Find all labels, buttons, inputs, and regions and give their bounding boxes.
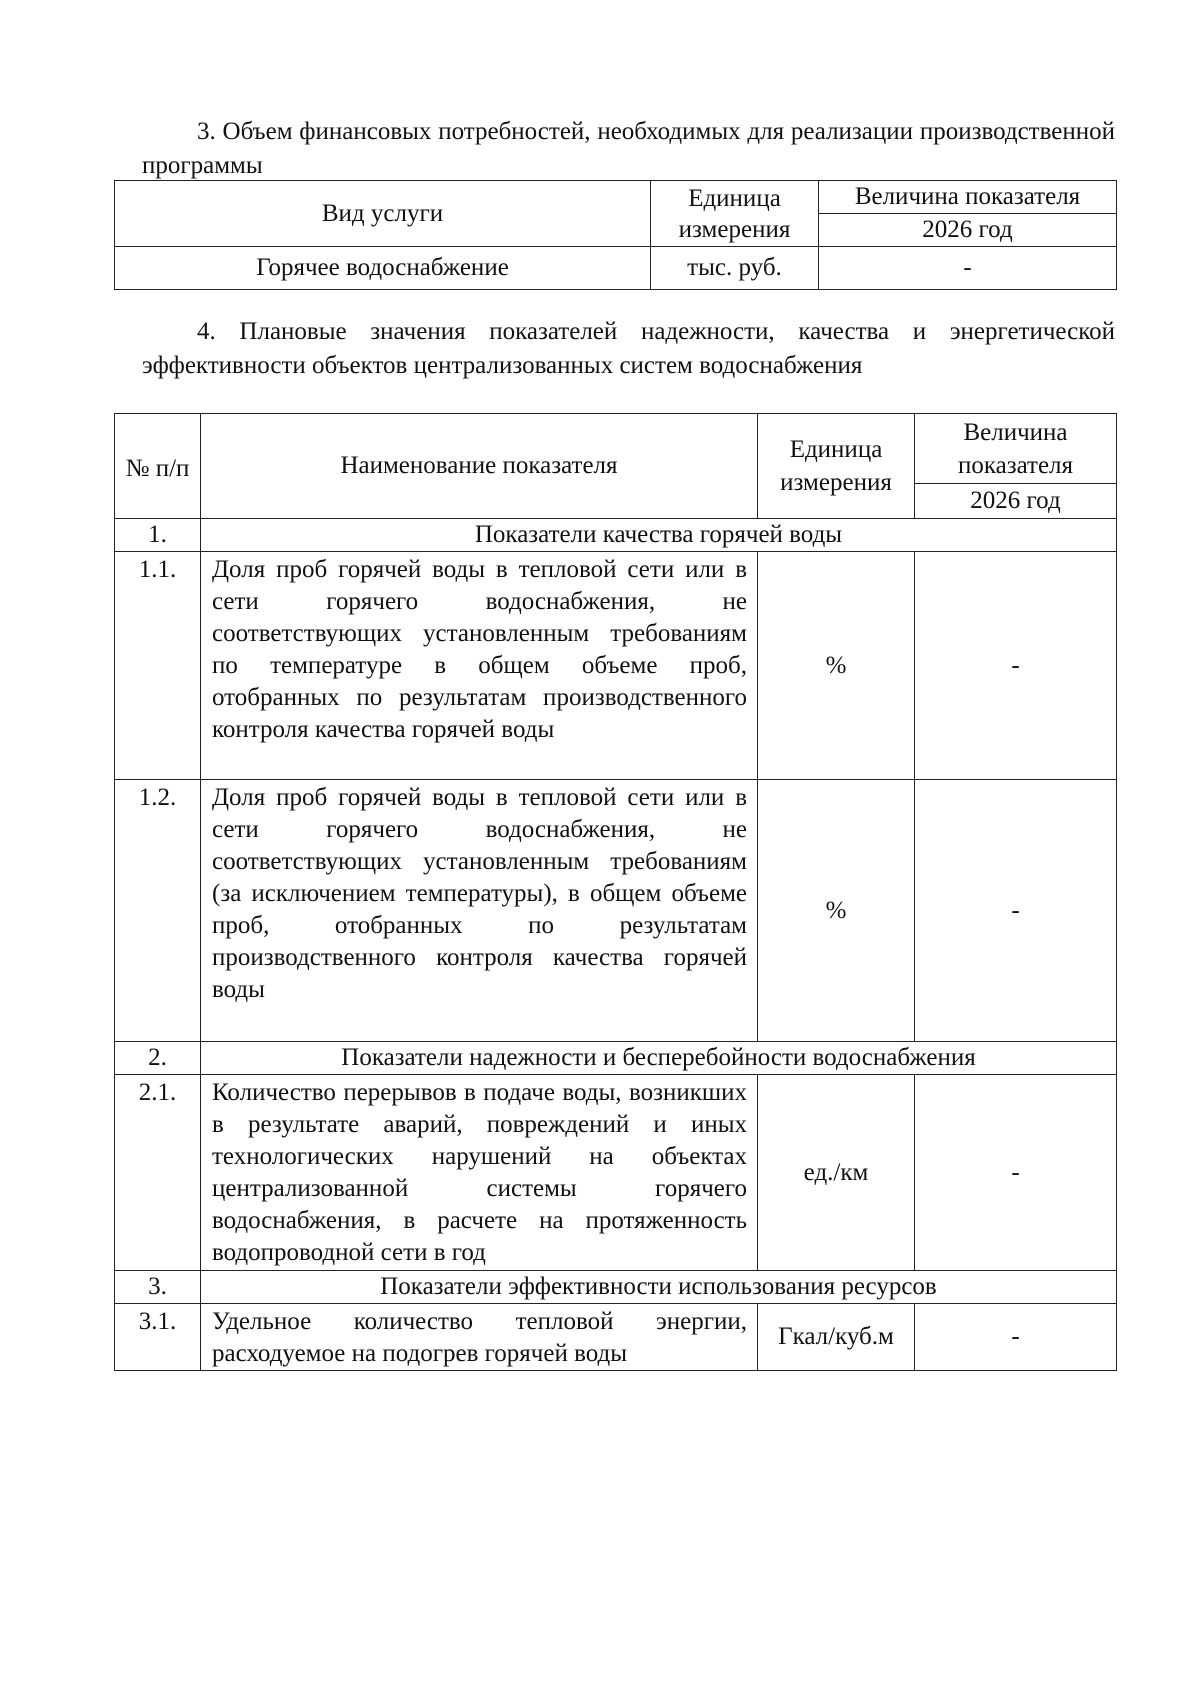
row-name: Доля проб горячей воды в тепловой сети или в сети горячего водоснабжения, не соответствующих установленным требованиям по температуре в общем объеме проб, отобранных по результатам производственного контроля качества горячей воды — [201, 552, 758, 780]
group-title: Показатели надежности и бесперебойности водоснабжения — [201, 1042, 1117, 1075]
cell-unit: тыс. руб. — [651, 247, 819, 290]
row-value: - — [915, 1075, 1117, 1271]
table-row — [115, 780, 1117, 1042]
group-title: Показатели качества горячей воды — [201, 519, 1117, 552]
row-unit: % — [758, 780, 915, 1042]
group-number: 1. — [115, 519, 201, 552]
header-year: 2026 год — [819, 214, 1117, 247]
header-value: Величина показателя — [915, 414, 1117, 484]
group-number: 2. — [115, 1042, 201, 1075]
cell-service: Горячее водоснабжение — [115, 247, 651, 290]
row-value: - — [915, 1304, 1117, 1371]
row-name: Удельное количество тепловой энергии, расходуемое на подогрев горячей воды — [201, 1304, 758, 1371]
table-row — [115, 1304, 1117, 1371]
section-4-heading — [142, 315, 1115, 383]
header-year: 2026 год — [915, 484, 1117, 519]
row-unit: ед./км — [758, 1075, 915, 1271]
group-title: Показатели эффективности использования ресурсов — [201, 1271, 1117, 1304]
section-3-heading — [142, 115, 1115, 183]
header-service: Вид услуги — [115, 181, 651, 247]
row-number: 3.1. — [115, 1304, 201, 1371]
header-number: № п/п — [115, 414, 201, 519]
header-unit: Единица измерения — [758, 414, 915, 519]
cell-value: - — [819, 247, 1117, 290]
row-value: - — [915, 780, 1117, 1042]
group-row — [115, 519, 1117, 552]
financial-needs-table — [114, 180, 1117, 290]
row-number: 2.1. — [115, 1075, 201, 1271]
section-4-heading-text: 4. Плановые значения показателей надежности, качества и энергетической эффективности объектов централизованных систем водоснабжения — [142, 318, 1115, 379]
row-value: - — [915, 552, 1117, 780]
header-value: Величина показателя — [819, 181, 1117, 214]
header-name: Наименование показателя — [201, 414, 758, 519]
group-row — [115, 1042, 1117, 1075]
group-number: 3. — [115, 1271, 201, 1304]
indicators-table — [114, 413, 1117, 1371]
row-number: 1.1. — [115, 552, 201, 780]
row-unit: Гкал/куб.м — [758, 1304, 915, 1371]
table-row — [115, 552, 1117, 780]
table-row — [115, 1075, 1117, 1271]
row-name: Доля проб горячей воды в тепловой сети или в сети горячего водоснабжения, не соответствующих установленным требованиям (за исключением температуры), в общем объеме проб, отобранных по результатам производственного контроля качества горячей воды — [201, 780, 758, 1042]
row-name: Количество перерывов в подаче воды, возникших в результате аварий, повреждений и иных технологических нарушений на объектах централизованной системы горячего водоснабжения, в расчете на протяженность водопроводной сети в год — [201, 1075, 758, 1271]
section-3-heading-text: 3. Объем финансовых потребностей, необходимых для реализации производственной программы — [142, 118, 1115, 179]
group-row — [115, 1271, 1117, 1304]
row-unit: % — [758, 552, 915, 780]
header-unit: Единица измерения — [651, 181, 819, 247]
row-number: 1.2. — [115, 780, 201, 1042]
